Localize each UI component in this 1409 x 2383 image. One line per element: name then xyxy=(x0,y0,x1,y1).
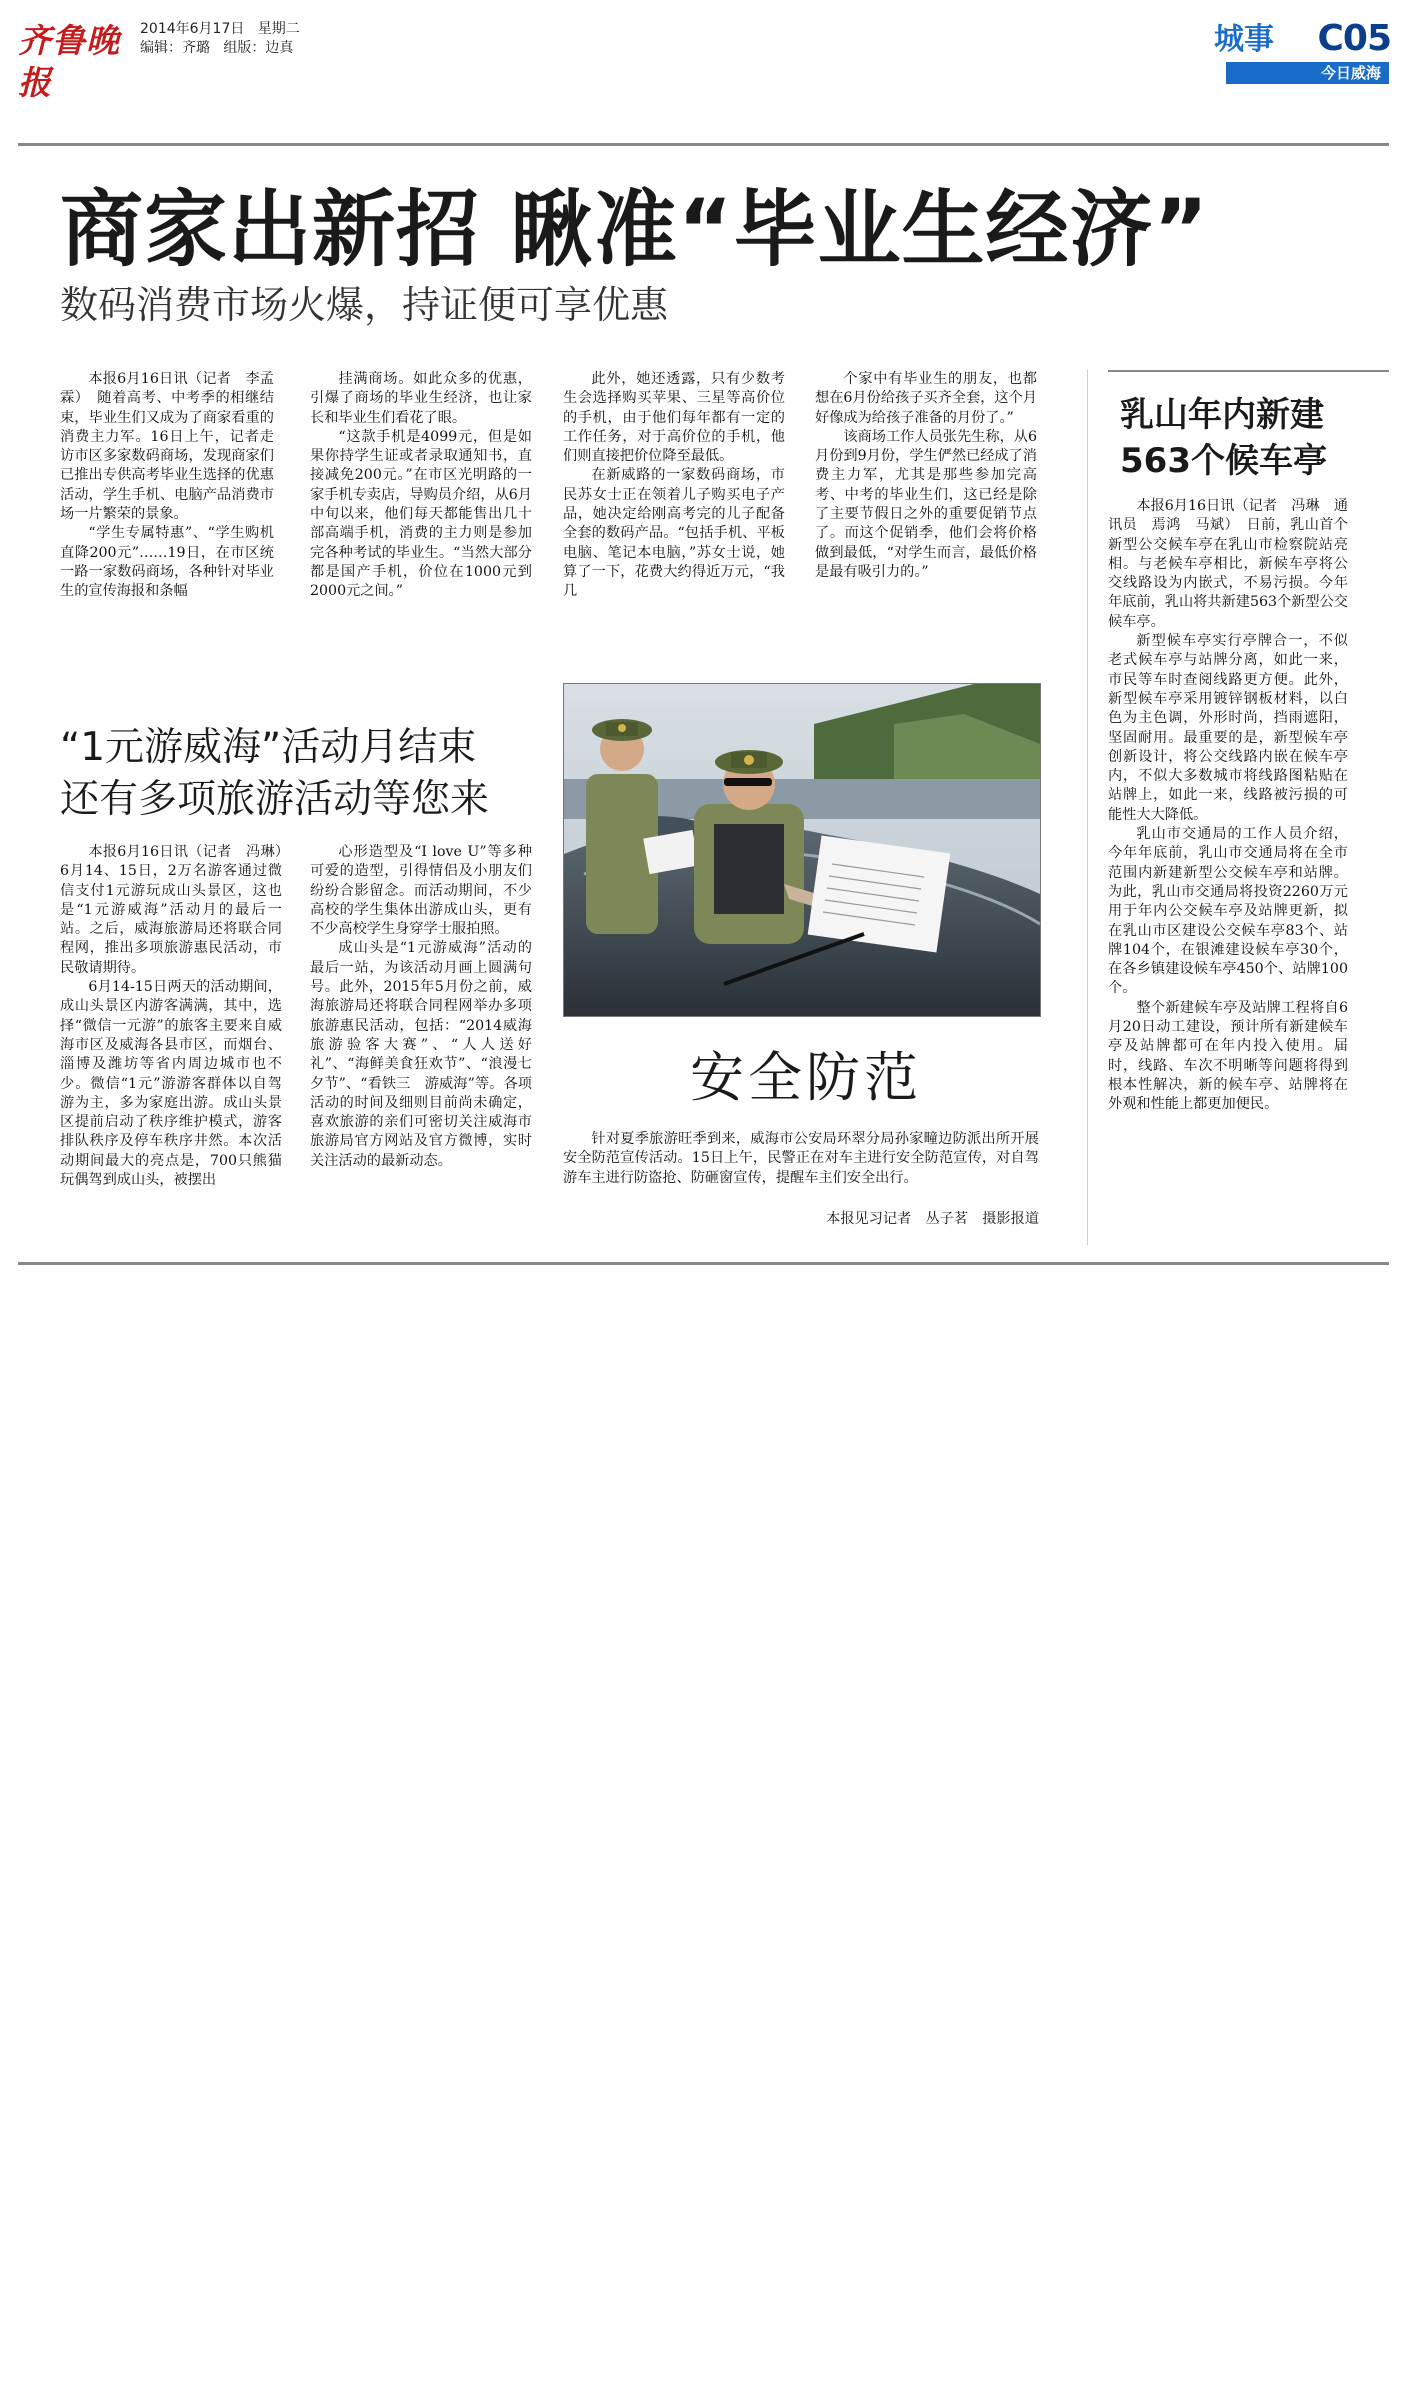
lead-subheadline: 数码消费市场火爆，持证便可享优惠 xyxy=(60,283,669,327)
photo-credit xyxy=(563,1210,1039,1232)
paragraph: 本报6月16日讯（记者 李孟霖） 随着高考、中考季的相继结束，毕业生们又成为了商家看重的消费主力军。16日上午，记者走访市区多家数码商场，发现商家们已推出专供高考毕业生选择的优惠活动，学生手机、电脑产品消费市场一片繁荣的景象。 xyxy=(60,371,274,523)
column-divider xyxy=(1087,370,1088,1245)
paragraph: 该商场工作人员张先生称，从6月份到9月份，学生俨然已经成了消费主力军，尤其是那些参加完高考、中考的毕业生们，这已经是除了主要节假日之外的重要促销节点了。而这个促销季，他们会将价格做到最低，“对学生而言，最低价格是最有吸引力的。” xyxy=(815,428,1037,580)
paragraph: 6月14-15日两天的活动期间，成山头景区内游客满满，其中，选择“微信一元游”的旅客主要来自威海市区及威海各县市区，而烟台、淄博及潍坊等省内周边城市也不少。微信“1元”游游客群体以自驾游为主，多为家庭出游。成山头景区提前启动了秩序维护模式，游客排队秩序及停车秩序井然。本次活动期间最大的亮点是，700只熊猫玩偶驾到成山头，被摆出 xyxy=(60,979,282,1189)
issue-weekday: 星期二 xyxy=(257,21,300,37)
lead-column-3 xyxy=(563,370,785,642)
paragraph: 心形造型及“I love U”等多种可爱的造型，引得情侣及小朋友们纷纷合影留念。而活动期间，不少高校的学生集体出游成山头，更有不少高校学生身穿学士服拍照。 xyxy=(310,844,532,938)
issue-date: 2014年6月17日 xyxy=(140,21,245,37)
sidebar-column xyxy=(1108,497,1348,1245)
paragraph: 针对夏季旅游旺季到来，威海市公安局环翠分局孙家疃边防派出所开展安全防范宣传活动。15日上午，民警正在对车主进行安全防范宣传，对自驾游车主进行防盗抢、防砸窗宣传，提醒车主们安全出行。 xyxy=(563,1131,1039,1186)
tourism-column-1 xyxy=(60,843,297,1245)
lead-column-2 xyxy=(310,370,532,642)
layout-credit: 组版：边真 xyxy=(223,40,294,56)
lead-column-4 xyxy=(815,370,1037,642)
section-name: 城事 xyxy=(1214,22,1274,57)
paragraph: 新型候车亭实行亭牌合一，不似老式候车亭与站牌分离，如此一来，市民等车时查阅线路更方便。此外，新型候车亭采用镀锌钢板材料，以白色为主色调，外形时尚，挡雨遮阳，坚固耐用。最重要的是，新型候车亭创新设计，将公交线路内嵌在候车亭内，不似大多数城市将线路图粘贴在站牌上，如此一来，线路被污损的可能性大大降低。 xyxy=(1108,633,1348,823)
photo-title: 安全防范 xyxy=(690,1046,922,1109)
paragraph: “这款手机是4099元，但是如果你持学生证或者录取通知书，直接减免200元。”在市区光明路的一家手机专卖店，导购员介绍，从6月中旬以来，他们每天都能售出几十部高端手机，消费的主力则是参加完各种考试的毕业生。“当然大部分都是国产手机，价位在1000元到2000元之间。” xyxy=(310,428,532,600)
issue-meta xyxy=(140,20,300,58)
tourism-column-2 xyxy=(310,843,532,1245)
paragraph: 挂满商场。如此众多的优惠，引爆了商场的毕业生经济，也让家长和毕业生们看花了眼。 xyxy=(310,371,532,426)
lead-headline: 商家出新招 瞅准“毕业生经济” xyxy=(60,181,1209,278)
header-rule xyxy=(18,143,1389,146)
paragraph: 成山头是“1元游威海”活动的最后一站，为该活动月画上圆满句号。此外，2015年5月份之前，威海旅游局还将联合同程网举办多项旅游惠民活动，包括：“2014威海旅游验客大赛”、“人人送好礼”、“海鲜美食狂欢节”、“浪漫七夕节”、“看铁三 游威海”等。各项活动的时间及细则目前尚未确定，喜欢旅游的亲们可密切关注威海市旅游局官方网站及官方微博，实时关注活动的最新动态。 xyxy=(310,940,532,1169)
paragraph: 本报6月16日讯（记者 冯琳 通讯员 焉鸿 马斌） 日前，乳山首个新型公交候车亭在乳山市检察院站亮相。与老候车亭相比，新候车亭将公交线路设为内嵌式，不易污损。今年年底前，乳山将共新建563个新型公交候车亭。 xyxy=(1108,498,1348,630)
newspaper-logo: 齐鲁晚报 xyxy=(18,21,120,102)
footer-rule xyxy=(18,1262,1389,1265)
editor-credit: 编辑：齐璐 xyxy=(140,40,210,56)
credit-text: 本报见习记者 丛子茗 摄影报道 xyxy=(826,1211,1039,1227)
tourism-headline-line2: 还有多项旅游活动等您来 xyxy=(60,777,490,822)
sidebar-headline-line2: 563个候车亭 xyxy=(1120,441,1327,481)
paragraph: 乳山市交通局的工作人员介绍，今年年底前，乳山市交通局将在全市范围内新建新型公交候车亭和站牌。为此，乳山市交通局将投资2260万元用于年内公交候车亭及站牌更新，拟在乳山市区建设公交候车亭83个、站牌104个，在银滩建设候车亭30个，在各乡镇建设候车亭450个、站牌100个。 xyxy=(1108,826,1348,997)
sidebar-top-rule xyxy=(1108,370,1389,372)
paragraph: 在新威路的一家数码商场，市民苏女士正在领着儿子购买电子产品，她决定给刚高考完的儿子配备全套的数码产品。“包括手机、平板电脑、笔记本电脑，”苏女士说，她算了一下，花费大约得近万元，“我几 xyxy=(563,467,785,600)
sidebar-headline-line1: 乳山年内新建 xyxy=(1120,395,1324,435)
photo-caption xyxy=(563,1130,1039,1188)
subsection-bar: 今日威海 xyxy=(1226,62,1389,84)
officers-car-photo xyxy=(564,684,1040,1016)
paragraph: “学生专属特惠”、“学生购机直降200元”……19日，在市区统一路一家数码商场，各种针对毕业生的宣传海报和条幅 xyxy=(60,525,274,600)
news-photo xyxy=(563,683,1041,1017)
paragraph: 个家中有毕业生的朋友，也都想在6月份给孩子买齐全套，这个月好像成为给孩子准备的月份了。” xyxy=(815,371,1037,426)
tourism-headline-line1: “1元游威海”活动月结束 xyxy=(60,725,477,770)
paragraph: 此外，她还透露，只有少数考生会选择购买苹果、三星等高价位的手机，由于他们每年都有一定的工作任务，对于高价位的手机，他们则直接把价位降至最低。 xyxy=(563,371,785,465)
paragraph: 整个新建候车亭及站牌工程将自6月20日动工建设，预计所有新建候车亭及站牌都可在年内投入使用。届时，线路、车次不明晰等问题将得到根本性解决，新的候车亭、站牌将在外观和性能上都更加便民。 xyxy=(1108,999,1348,1113)
lead-column-1 xyxy=(60,370,274,642)
page-number: C05 xyxy=(1317,18,1391,59)
paragraph: 本报6月16日讯（记者 冯琳） 6月14、15日，2万名游客通过微信支付1元游玩成山头景区，这也是“1元游威海”活动月的最后一站。之后，威海旅游局还将联合同程网，推出多项旅游惠民活动，市民敬请期待。 xyxy=(60,844,297,976)
